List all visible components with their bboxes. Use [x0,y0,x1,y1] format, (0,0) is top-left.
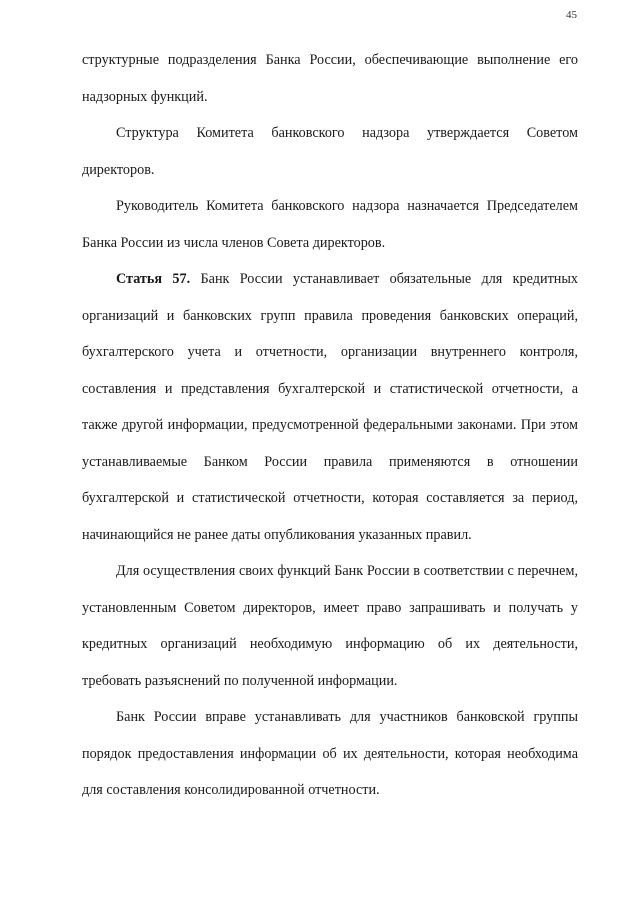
paragraph-text: Структура Комитета банковского надзора утверждается Советом директоров. [82,125,578,178]
page-number: 45 [566,9,577,21]
paragraph-text: структурные подразделения Банка России, обеспечивающие выполнение его надзорных функций. [82,52,578,105]
article-paragraph [82,261,578,553]
paragraph [82,115,578,188]
article-heading: Статья 57. [116,271,191,287]
paragraph [82,188,578,261]
document-body [82,42,578,809]
paragraph-text: Руководитель Комитета банковского надзора назначается Председателем Банка России из числа членов Совета директоров. [82,198,578,251]
paragraph-text: Банк России устанавливает обязательные для кредитных организаций и банковских групп правила проведения банковских операций, бухгалтерского учета и отчетности, организации внутреннего контроля, составления и представления бухгалтерской и статистической отчетности, а также другой информации, предусмотренной федеральными законами. При этом устанавливаемые Банком России правила применяются в отношении бухгалтерской и статистической отчетности, которая составляется за период, начинающийся не ранее даты опубликования указанных правил. [82,271,578,543]
paragraph-text: Для осуществления своих функций Банк России в соответствии с перечнем, установленным Советом директоров, имеет право запрашивать и получать у кредитных организаций необходимую информацию об их деятельности, требовать разъяснений по полученной информации. [82,563,578,689]
paragraph [82,42,578,115]
paragraph [82,699,578,809]
paragraph [82,553,578,699]
paragraph-text: Банк России вправе устанавливать для участников банковской группы порядок предоставления информации об их деятельности, которая необходима для составления консолидированной отчетности. [82,709,578,798]
